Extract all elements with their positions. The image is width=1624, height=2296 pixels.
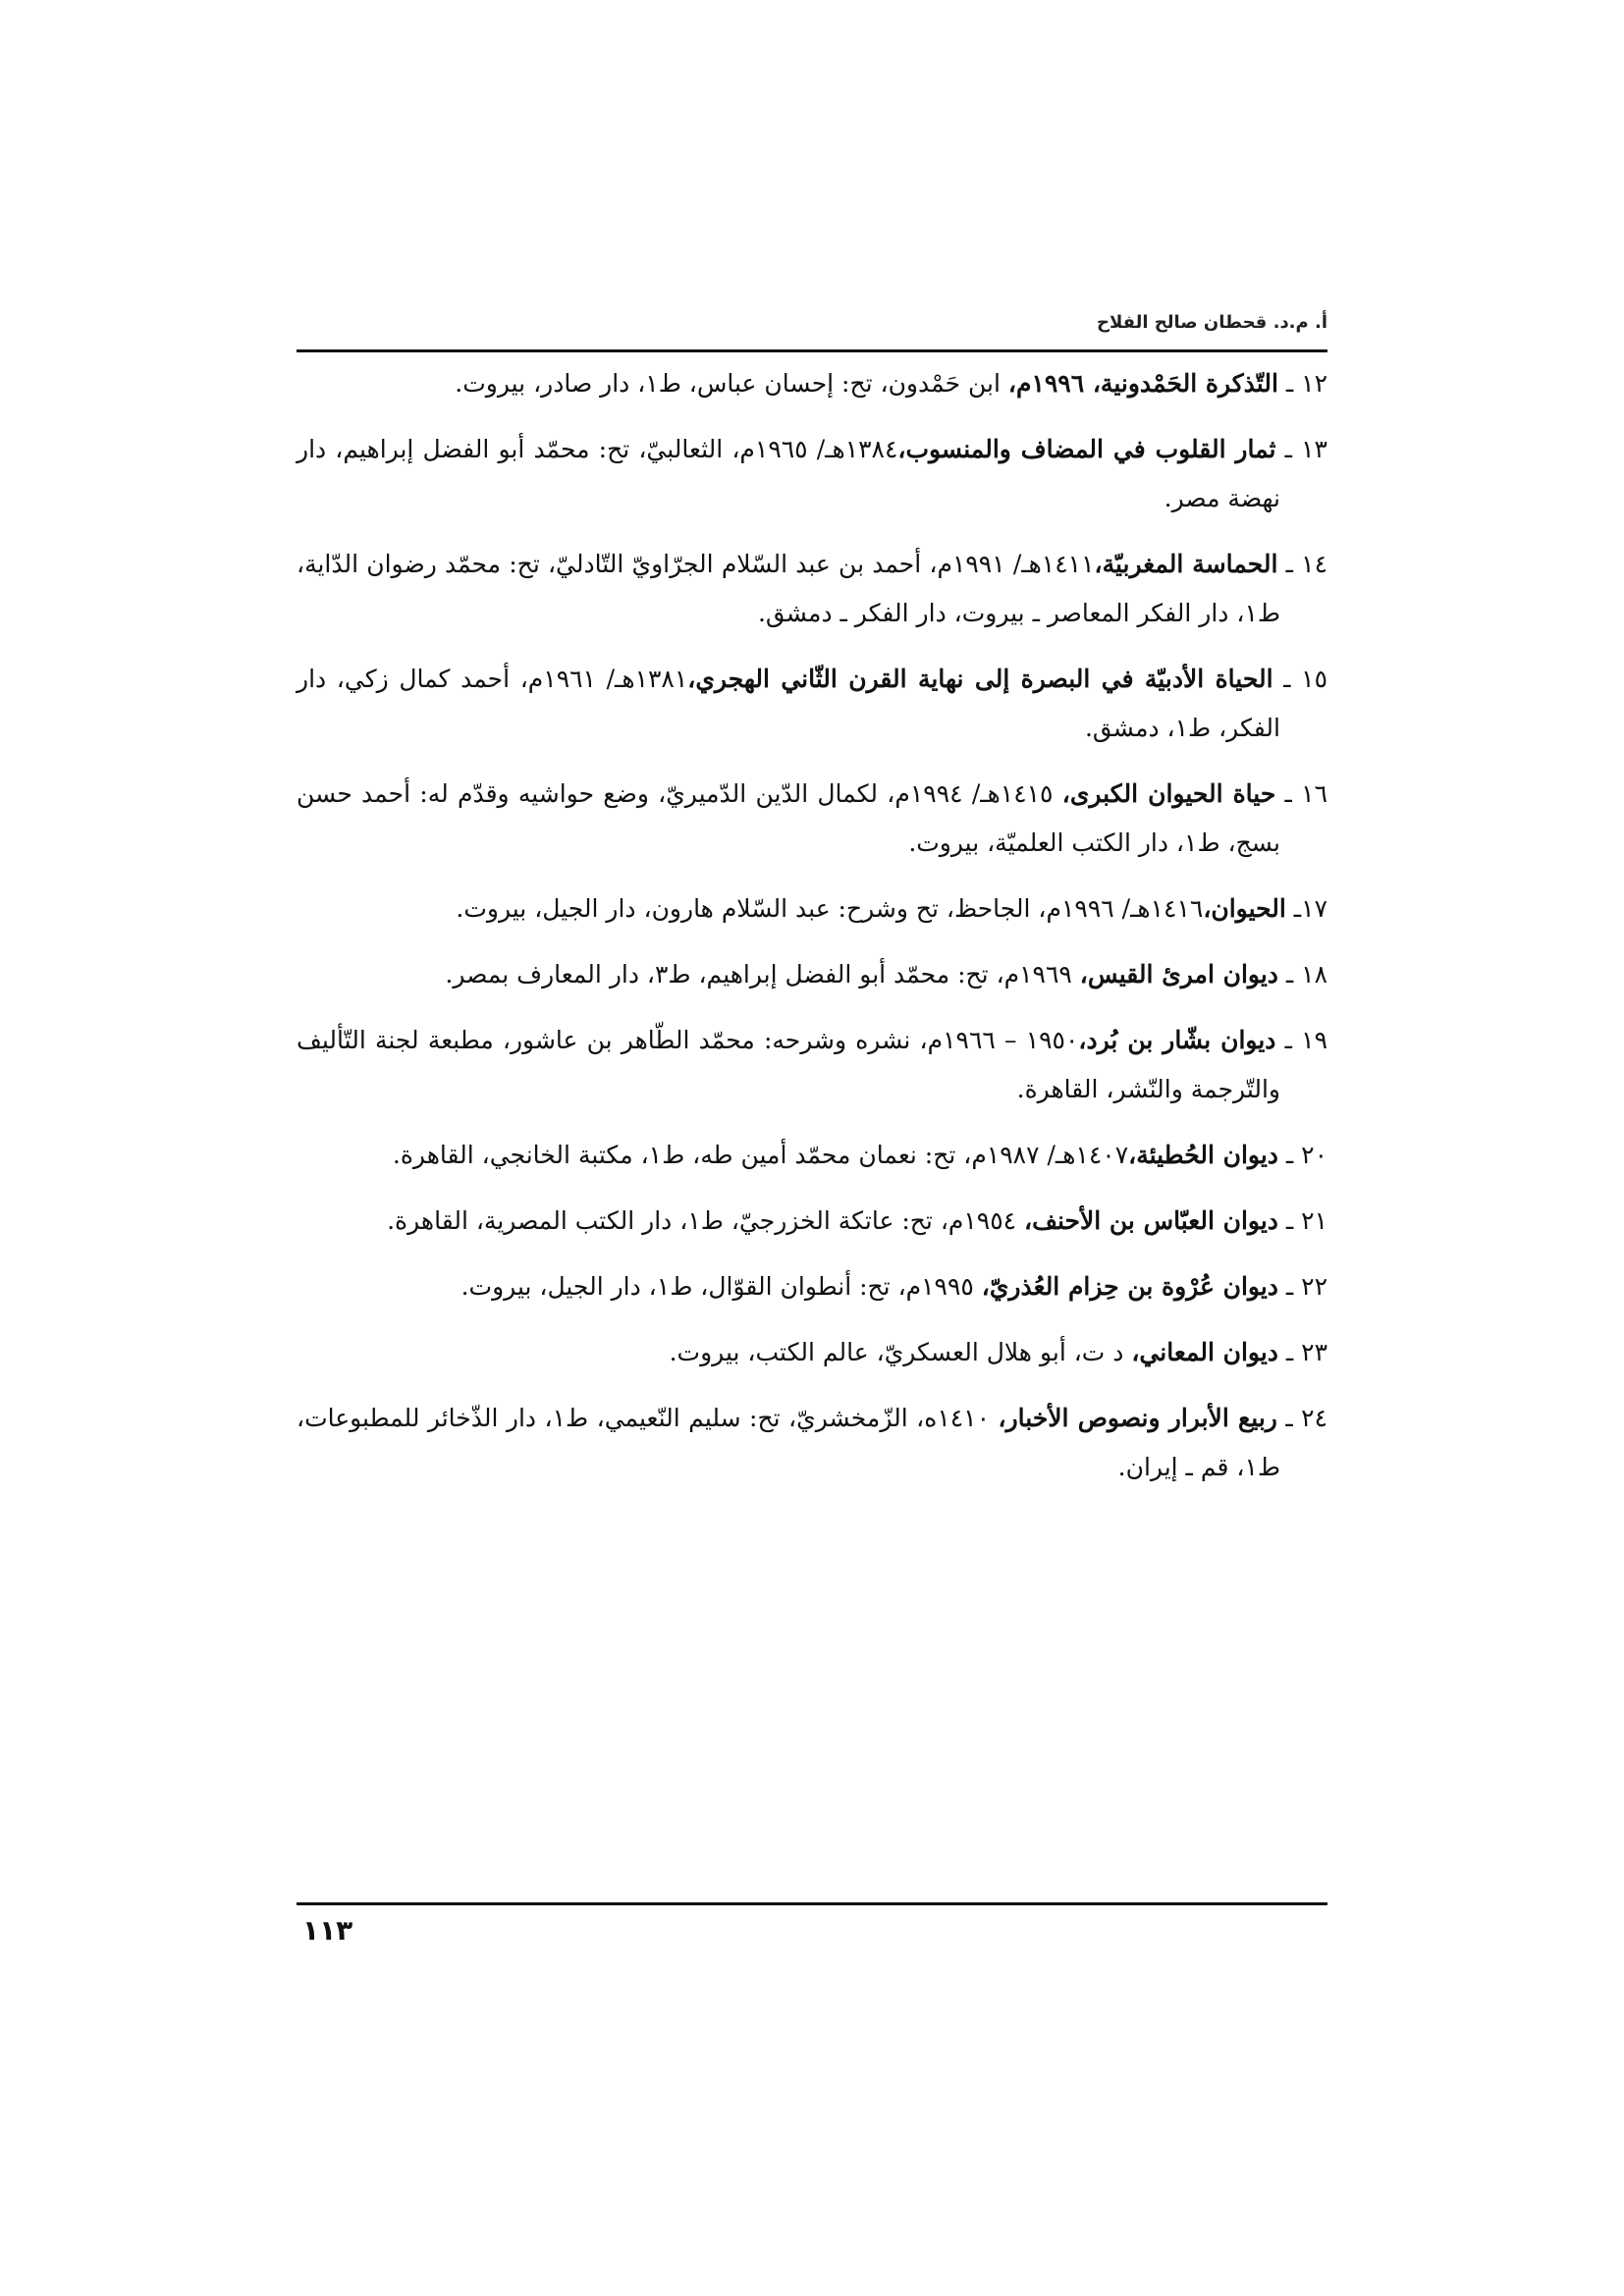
- page-number: ١١٣: [302, 1914, 353, 1947]
- bibliography-entry: ١٢ ـ التّذكرة الحَمْدونية، ١٩٩٦م، ابن حَمْدون، تح: إحسان عباس، ط١، دار صادر، بيروت.: [455, 369, 1327, 398]
- entry-title: ديوان عُرْوة بن حِزام العُذريّ،: [981, 1272, 1278, 1301]
- entry-details: د ت، أبو هلال العسكريّ، عالم الكتب، بيروت.: [669, 1338, 1132, 1366]
- entry-title: ديوان بشّار بن بُرد،: [1078, 1026, 1276, 1054]
- entry-number: ٢١: [1301, 1206, 1327, 1235]
- bibliography-entry: ٢٣ ـ ديوان المعاني، د ت، أبو هلال العسكريّ، عالم الكتب، بيروت.: [669, 1338, 1327, 1366]
- entry-title: التّذكرة الحَمْدونية، ١٩٩٦م،: [1007, 369, 1278, 398]
- entry-details: ١٤١٦هـ/ ١٩٩٦م، الجاحظ، تح وشرح: عبد السّلام هارون، دار الجيل، بيروت.: [456, 894, 1204, 923]
- entry-number: ١٥: [1301, 665, 1327, 693]
- entry-title: حياة الحيوان الكبرى،: [1061, 779, 1276, 808]
- entry-title: ربيع الأبرار ونصوص الأخبار،: [998, 1404, 1277, 1432]
- bibliography-entry: ١٥ ـ الحياة الأدبيّة في البصرة إلى نهاية القرن الثّاني الهجري،١٣٨١هـ/ ١٩٦١م، أحمد كمال زكي، دار الفكر، ط١، دمشق.: [297, 665, 1327, 742]
- entry-details: ابن حَمْدون، تح: إحسان عباس، ط١، دار صادر، بيروت.: [455, 369, 1008, 398]
- entry-number: ١٦: [1301, 779, 1327, 808]
- bibliography-entry: ١٤ ـ الحماسة المغربيّة،١٤١١هـ/ ١٩٩١م، أحمد بن عبد السّلام الجرّاويّ التّادليّ، تح: محمّد رضوان الدّاية، ط١، دار الفكر المعاصر ـ بيروت، دار الفكر ـ دمشق.: [297, 550, 1327, 627]
- entry-details: ١٩٥٠ – ١٩٦٦م، نشره وشرحه: محمّد الطّاهر بن عاشور، مطبعة لجنة التّأليف والتّرجمة والنّشر، القاهرة.: [297, 1026, 1280, 1103]
- entry-details: ١٩٩٥م، تح: أنطوان القوّال، ط١، دار الجيل، بيروت.: [460, 1272, 982, 1301]
- entry-details: ١٩٦٩م، تح: محمّد أبو الفضل إبراهيم، ط٣، دار المعارف بمصر.: [445, 960, 1080, 988]
- entry-details: ١٤١٥هـ/ ١٩٩٤م، لكمال الدّين الدّميريّ، وضع حواشيه وقدّم له: أحمد حسن بسج، ط١، دار الكتب العلميّة، بيروت.: [297, 779, 1280, 857]
- entry-number: ١٨: [1301, 960, 1327, 988]
- entry-details: ١٣٨١هـ/ ١٩٦١م، أحمد كمال زكي، دار الفكر، ط١، دمشق.: [297, 665, 1280, 742]
- bibliography-entry: ٢٢ ـ ديوان عُرْوة بن حِزام العُذريّ، ١٩٩٥م، تح: أنطوان القوّال، ط١، دار الجيل، بيروت.: [460, 1272, 1327, 1301]
- entry-details: ١٤١٠ه، الزّمخشريّ، تح: سليم النّعيمي، ط١، دار الذّخائر للمطبوعات، ط١، قم ـ إيران.: [297, 1404, 1280, 1481]
- entry-title: ديوان امرئ القيس،: [1079, 960, 1278, 988]
- entry-number: ١٣: [1301, 435, 1327, 463]
- entry-details: ١٤٠٧هـ/ ١٩٨٧م، تح: نعمان محمّد أمين طه، ط١، مكتبة الخانجي، القاهرة.: [392, 1141, 1129, 1169]
- bibliography-entry: ١٧ـ الحيوان،١٤١٦هـ/ ١٩٩٦م، الجاحظ، تح وشرح: عبد السّلام هارون، دار الجيل، بيروت.: [456, 894, 1327, 923]
- bibliography-entry: ٢١ ـ ديوان العبّاس بن الأحنف، ١٩٥٤م، تح: عاتكة الخزرجيّ، ط١، دار الكتب المصرية، القاهرة.: [387, 1206, 1327, 1235]
- header-divider: [297, 349, 1327, 352]
- running-header-author: أ. م.د. قحطان صالح الفلاح: [1096, 312, 1327, 333]
- bibliography-entry: ٢٤ ـ ربيع الأبرار ونصوص الأخبار، ١٤١٠ه، الزّمخشريّ، تح: سليم النّعيمي، ط١، دار الذّخائر للمطبوعات، ط١، قم ـ إيران.: [297, 1404, 1328, 1481]
- entry-title: ديوان العبّاس بن الأحنف،: [1024, 1206, 1278, 1235]
- entry-number: ١٢: [1301, 369, 1327, 398]
- entry-number: ٢٣: [1301, 1338, 1327, 1366]
- entry-details: ١٤١١هـ/ ١٩٩١م، أحمد بن عبد السّلام الجرّاويّ التّادليّ، تح: محمّد رضوان الدّاية، ط١، دار الفكر المعاصر ـ بيروت، دار الفكر ـ دمشق.: [297, 550, 1280, 627]
- entry-title: الحيوان،: [1203, 894, 1286, 923]
- entry-number: ٢٠: [1301, 1141, 1327, 1169]
- entry-title: ثمار القلوب في المضاف والمنسوب،: [897, 435, 1276, 463]
- bibliography-entry: ٢٠ ـ ديوان الحُطيئة،١٤٠٧هـ/ ١٩٨٧م، تح: نعمان محمّد أمين طه، ط١، مكتبة الخانجي، القاهرة.: [392, 1141, 1327, 1169]
- bibliography-entry: ١٨ ـ ديوان امرئ القيس، ١٩٦٩م، تح: محمّد أبو الفضل إبراهيم، ط٣، دار المعارف بمصر.: [445, 960, 1327, 988]
- entry-details: ١٩٥٤م، تح: عاتكة الخزرجيّ، ط١، دار الكتب المصرية، القاهرة.: [387, 1206, 1025, 1235]
- entry-number: ٢٤: [1301, 1404, 1328, 1432]
- bibliography-entry: ١٩ ـ ديوان بشّار بن بُرد،١٩٥٠ – ١٩٦٦م، نشره وشرحه: محمّد الطّاهر بن عاشور، مطبعة لجنة التّأليف والتّرجمة والنّشر، القاهرة.: [297, 1026, 1327, 1103]
- entry-title: ديوان الحُطيئة،: [1128, 1141, 1278, 1169]
- entry-title: الحياة الأدبيّة في البصرة إلى نهاية القرن الثّاني الهجري،: [687, 665, 1273, 693]
- bibliography-entry: ١٦ ـ حياة الحيوان الكبرى، ١٤١٥هـ/ ١٩٩٤م، لكمال الدّين الدّميريّ، وضع حواشيه وقدّم له: أحمد حسن بسج، ط١، دار الكتب العلميّة، بيروت.: [297, 779, 1327, 857]
- entry-number: ٢٢: [1301, 1272, 1327, 1301]
- entry-number: ١٤: [1301, 550, 1327, 578]
- entry-title: الحماسة المغربيّة،: [1094, 550, 1278, 578]
- footer-divider: [297, 1902, 1327, 1905]
- entry-number: ١٧: [1301, 894, 1327, 923]
- entry-number: ١٩: [1301, 1026, 1327, 1054]
- entry-title: ديوان المعاني،: [1131, 1338, 1278, 1366]
- entry-details: ١٣٨٤هـ/ ١٩٦٥م، الثعالبيّ، تح: محمّد أبو الفضل إبراهيم، دار نهضة مصر.: [297, 435, 1280, 512]
- bibliography-entry: ١٣ ـ ثمار القلوب في المضاف والمنسوب،١٣٨٤هـ/ ١٩٦٥م، الثعالبيّ، تح: محمّد أبو الفضل إبراهيم، دار نهضة مصر.: [297, 435, 1327, 512]
- bibliography-list: [297, 359, 1327, 1509]
